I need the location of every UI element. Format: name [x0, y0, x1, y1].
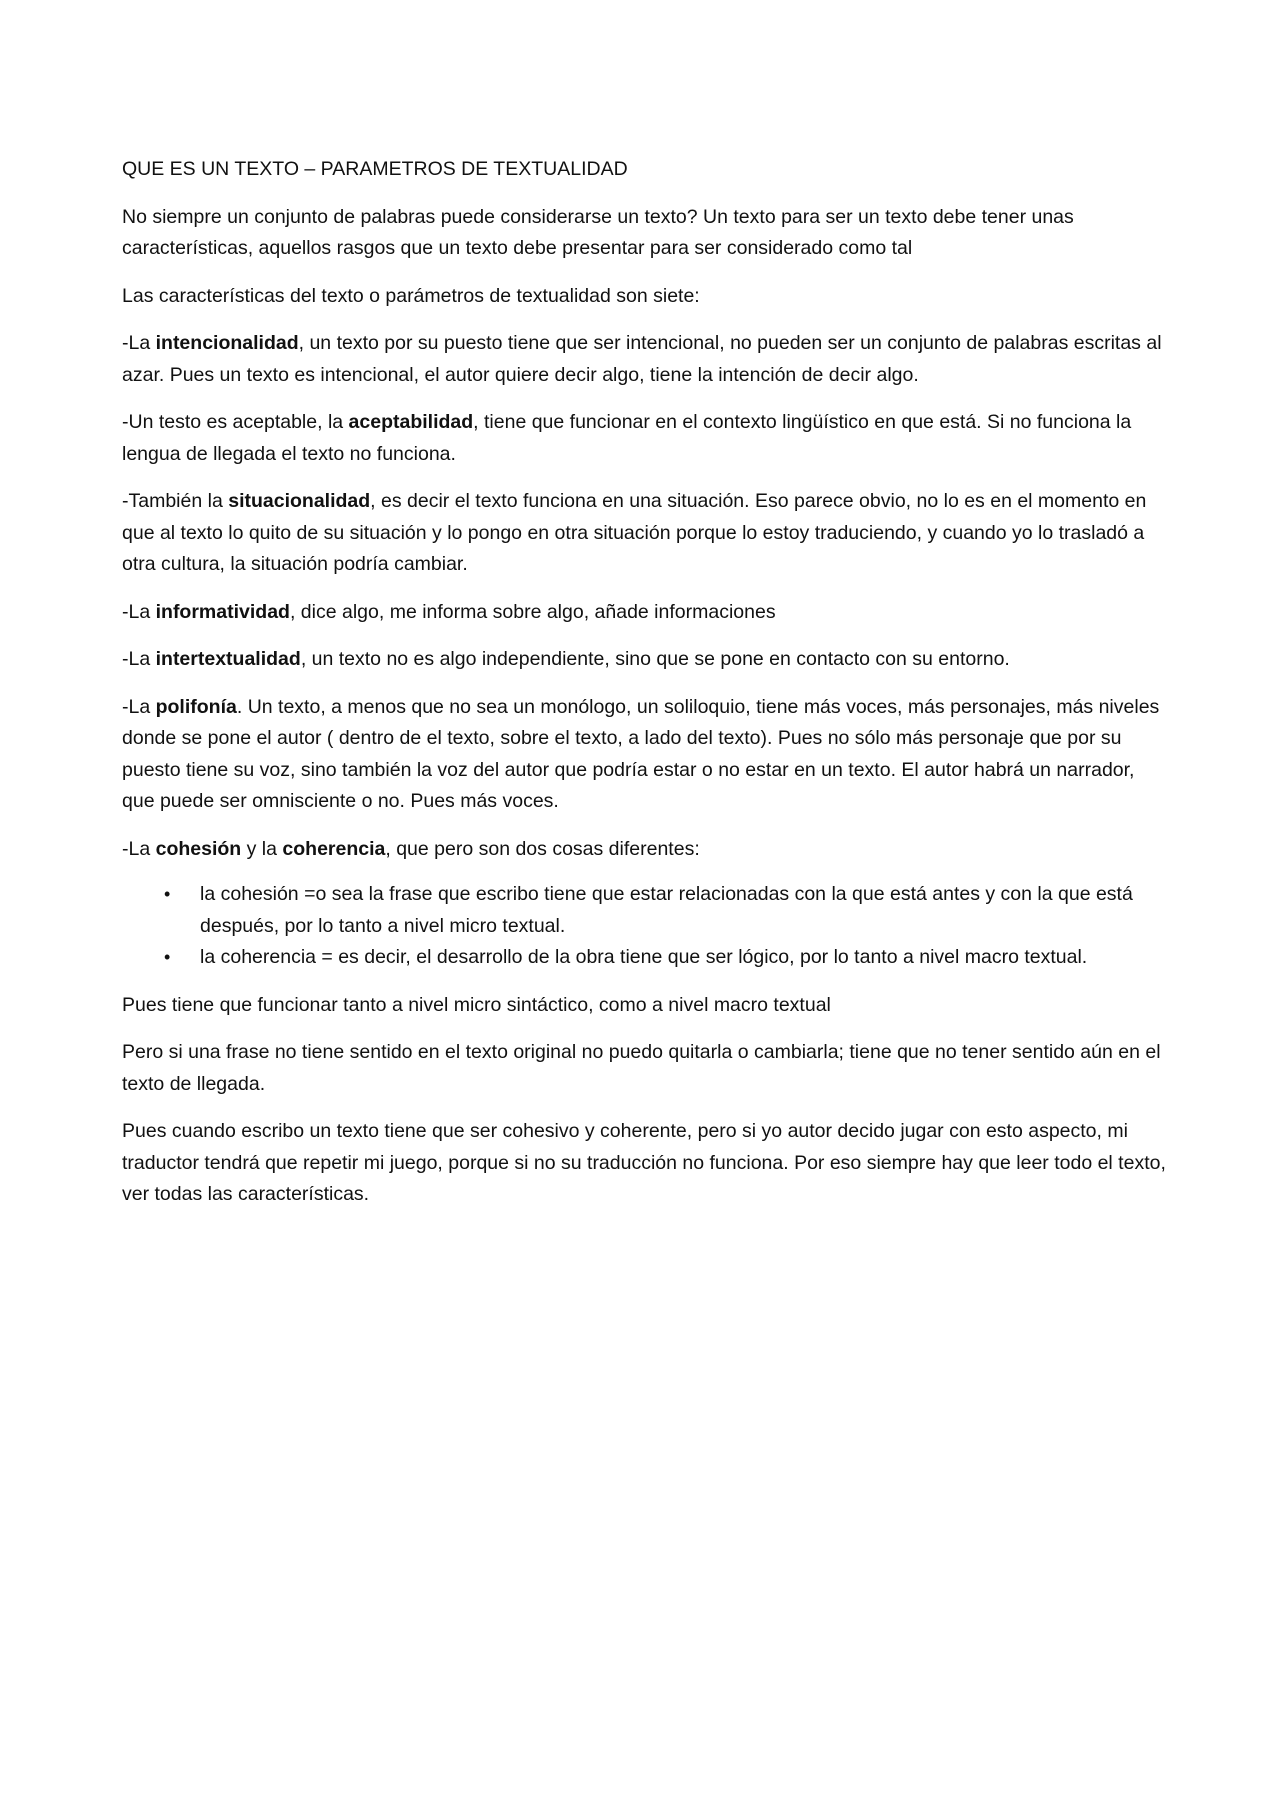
- polifonia-paragraph: [122, 692, 1168, 818]
- intertextualidad-paragraph: [122, 644, 1168, 676]
- informatividad-paragraph: [122, 597, 1168, 629]
- paragraph-prefix: -Un testo es aceptable, la: [122, 411, 349, 433]
- cohesion-coherencia-paragraph: [122, 834, 1168, 866]
- funcionar-paragraph: Pues tiene que funcionar tanto a nivel micro sintáctico, como a nivel macro textual: [122, 993, 831, 1016]
- paragraph-body: , un texto por su puesto tiene que ser intencional, no pueden ser un conjunto de palabras escritas al azar. Pues un texto es intencional, el autor quiere decir algo, tiene la intención de decir algo.: [122, 332, 1162, 386]
- bullet-item-cohesion: [122, 879, 1168, 942]
- paragraph-body: , es decir el texto funciona en una situación. Eso parece obvio, no lo es en el momento en que al texto lo quito de su situación y lo pongo en otra situación porque lo estoy traduciendo, y cuando yo lo trasladó a otra cultura, la situación podría cambiar.: [122, 490, 1147, 575]
- paragraph-prefix: -La: [122, 648, 156, 670]
- bullet-icon: •: [164, 884, 171, 904]
- bullet-item-coherencia: [122, 942, 1168, 974]
- bullet-list: [122, 879, 1168, 974]
- paragraph-prefix: -La: [122, 332, 156, 354]
- paragraph-connector: y la: [241, 837, 283, 860]
- term-polifonia: polifonía: [155, 695, 237, 718]
- term-aceptabilidad: aceptabilidad: [348, 411, 474, 433]
- document-page: [122, 154, 1168, 1227]
- sentido-paragraph: Pero si una frase no tiene sentido en el texto original no puedo quitarla o cambiarla; tiene que no tener sentido aún en el texto de llegada.: [122, 1041, 1161, 1095]
- term-intertextualidad: intertextualidad: [155, 648, 301, 670]
- bullet-text: la coherencia = es decir, el desarrollo de la obra tiene que ser lógico, por lo tanto a nivel macro textual.: [200, 946, 1088, 968]
- paragraph-prefix: -La: [122, 695, 156, 718]
- document-title: QUE ES UN TEXTO – PARAMETROS DE TEXTUALIDAD: [122, 158, 628, 180]
- paragraph-body: . Un texto, a menos que no sea un monólogo, un soliloquio, tiene más voces, más personajes, más niveles donde se pone el autor ( dentro de el texto, sobre el texto, a lado del texto). Pues no sólo más personaje que por su puesto tiene su voz, sino también la voz del autor que podría estar o no estar en un texto. El autor habrá un narrador, que puede ser omnisciente o no. Pues más voces.: [122, 695, 1160, 812]
- list-intro-paragraph: Las características del texto o parámetros de textualidad son siete:: [122, 284, 700, 307]
- aceptabilidad-paragraph: [122, 407, 1168, 470]
- paragraph-body: , que pero son dos cosas diferentes:: [385, 837, 700, 860]
- paragraph-body: , dice algo, me informa sobre algo, añade informaciones: [289, 600, 776, 623]
- term-informatividad: informatividad: [155, 600, 290, 623]
- paragraph-prefix: -La: [122, 837, 156, 860]
- paragraph-prefix: -La: [122, 600, 156, 623]
- situacionalidad-paragraph: [122, 486, 1168, 581]
- final-paragraph: Pues cuando escribo un texto tiene que ser cohesivo y coherente, pero si yo autor decido jugar con esto aspecto, mi traductor tendrá que repetir mi juego, porque si no su traducción no funciona. Por eso siempre hay que leer todo el texto, ver todas las características.: [122, 1120, 1166, 1205]
- term-coherencia: coherencia: [282, 837, 386, 860]
- term-situacionalidad: situacionalidad: [228, 490, 371, 512]
- paragraph-body: , un texto no es algo independiente, sino que se pone en contacto con su entorno.: [300, 648, 1010, 670]
- intencionalidad-paragraph: [122, 328, 1168, 391]
- paragraph-body: , tiene que funcionar en el contexto lingüístico en que está. Si no funciona la lengua de llegada el texto no funciona.: [122, 411, 1132, 465]
- bullet-text: la cohesión =o sea la frase que escribo tiene que estar relacionadas con la que está antes y con la que está después, por lo tanto a nivel micro textual.: [200, 883, 1133, 937]
- intro-paragraph: No siempre un conjunto de palabras puede considerarse un texto? Un texto para ser un texto debe tener unas características, aquellos rasgos que un texto debe presentar para ser considerado como tal: [122, 205, 1074, 259]
- paragraph-prefix: -También la: [122, 490, 229, 512]
- bullet-icon: •: [164, 947, 171, 967]
- term-intencionalidad: intencionalidad: [155, 332, 299, 354]
- term-cohesion: cohesión: [155, 837, 242, 860]
